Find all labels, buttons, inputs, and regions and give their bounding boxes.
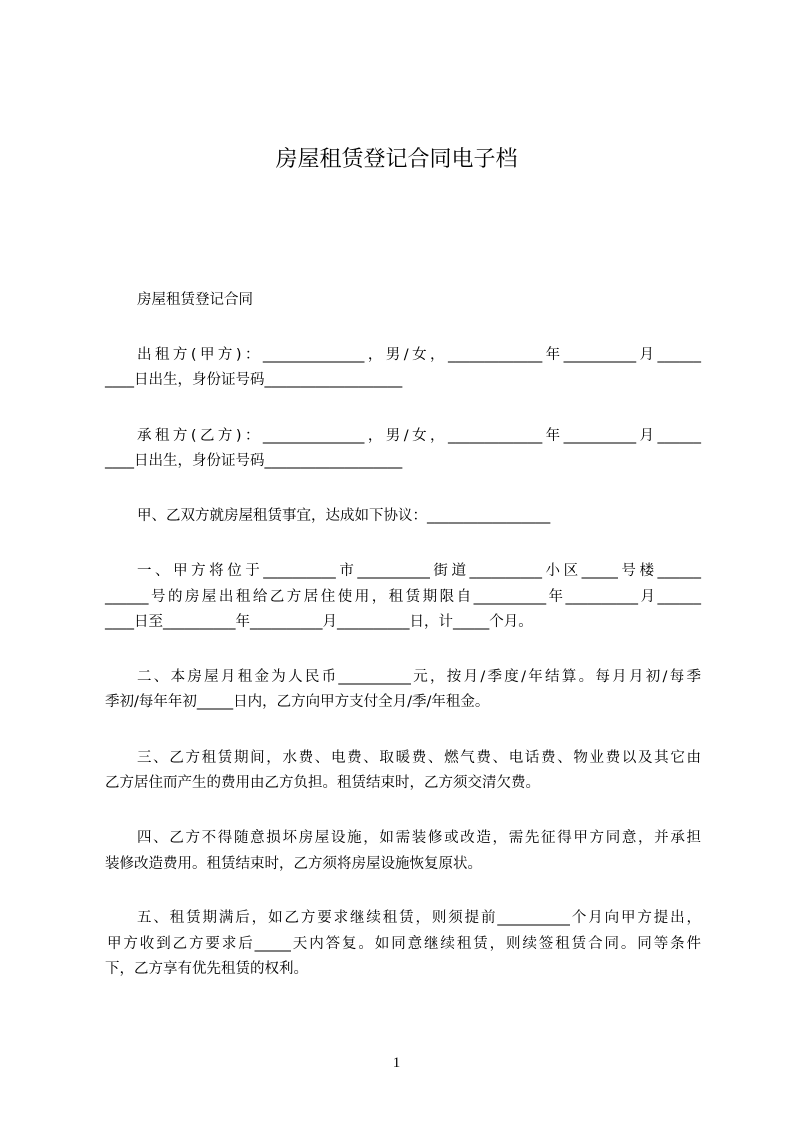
clause-1-line-3: ____日至__________年__________月__________日，计_____个月。 [105,614,533,630]
clause-5-line-2: 甲方收到乙方要求后_____天内答复。如同意继续租赁，则续签租赁合同。同等条件 [107,936,701,952]
clause-2-line-2: 季初/每年年初_____日内，乙方向甲方支付全月/季/年租金。 [105,694,490,710]
contract-heading: 房屋租赁登记合同 [137,292,253,308]
clause-5-line-3: 下，乙方享有优先租赁的权利。 [105,961,308,977]
clause-4-line-2: 装修改造费用。租赁结束时，乙方须将房屋设施恢复原状。 [105,856,482,872]
lessee-line-2: ____日出生，身份证号码___________________ [105,453,403,469]
page-number: 1 [392,1055,401,1071]
lessor-line-1: 出租方(甲方)：______________，男/女，_____________年__________月______ [137,347,701,363]
clause-2-line-1: 二、本房屋月租金为人民币__________元，按月/季度/年结算。每月月初/每季 [137,669,701,685]
clause-4-line-1: 四、乙方不得随意损坏房屋设施，如需装修或改造，需先征得甲方同意，并承担 [137,830,701,846]
lessor-line-2: ____日出生，身份证号码___________________ [105,372,403,388]
clause-3-line-1: 三、乙方租赁期间，水费、电费、取暖费、燃气费、电话费、物业费以及其它由 [137,750,701,766]
document-title: 房屋租赁登记合同电子档 [275,147,518,172]
clause-5-line-1: 五、租赁期满后，如乙方要求继续租赁，则须提前__________个月向甲方提出， [137,910,701,926]
agreement-intro: 甲、乙双方就房屋租赁事宜，达成如下协议：_________________ [137,508,551,524]
clause-1-line-2: ______号的房屋出租给乙方居住使用，租赁期限自__________年__________月______ [105,589,701,605]
clause-1-line-1: 一、甲方将位于__________市__________街道__________小区_____号楼______ [137,563,701,579]
lessee-line-1: 承租方(乙方)：______________，男/女，_____________年__________月______ [137,428,701,444]
clause-3-line-2: 乙方居住而产生的费用由乙方负担。租赁结束时，乙方须交清欠费。 [105,775,540,791]
